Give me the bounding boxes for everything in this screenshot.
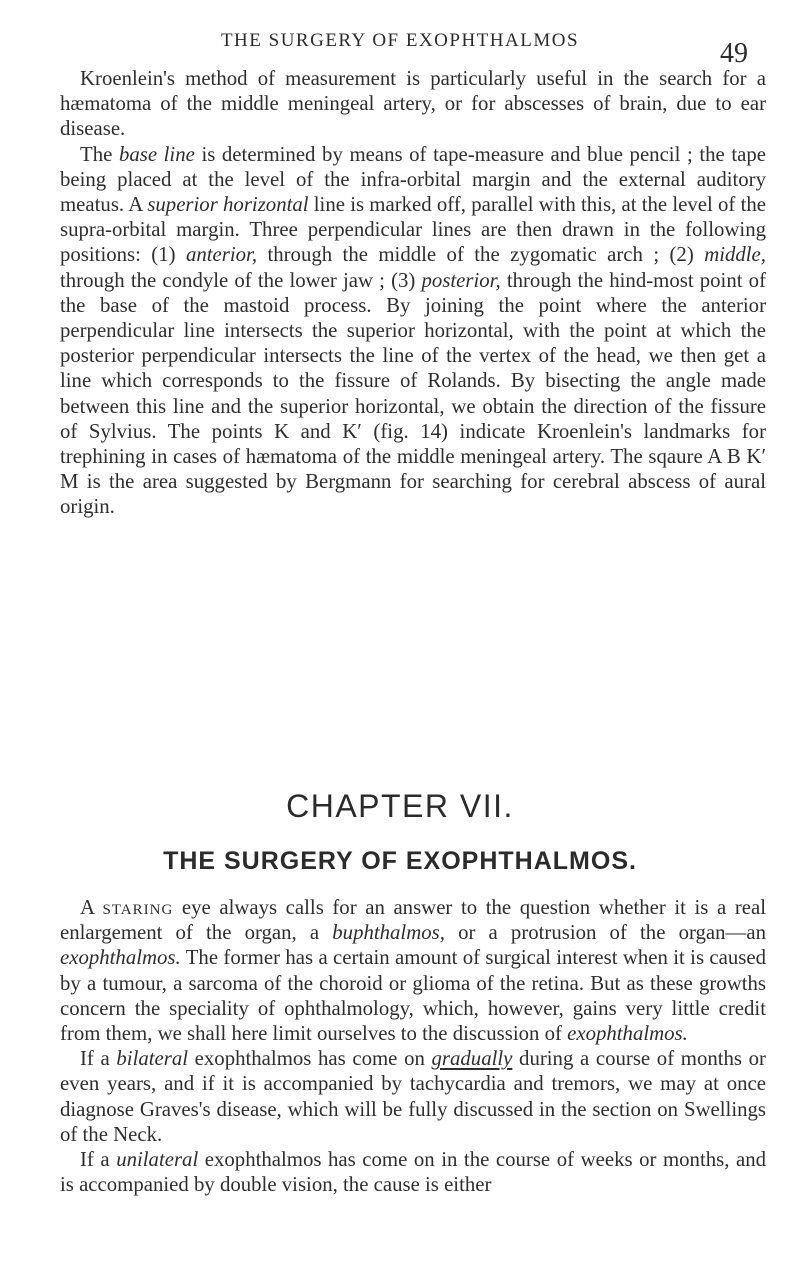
running-head: THE SURGERY OF EXOPHTHALMOS bbox=[220, 30, 580, 51]
small-caps-lead: staring bbox=[102, 896, 174, 919]
paragraph bbox=[60, 895, 766, 1046]
text-run: exophthalmos has come on bbox=[188, 1047, 432, 1071]
chapter-number: CHAPTER VII. bbox=[286, 788, 514, 824]
paragraph bbox=[60, 1046, 766, 1147]
italic-phrase: middle, bbox=[704, 243, 766, 267]
italic-phrase: superior horizontal bbox=[147, 193, 309, 217]
text-run: through the hind-most point of the base of the mastoid process. By joining the point where the anterior perpendicular line intersects the superior horizontal, with the point at which the posterior perpendicular intersects the line of the vertex of the head, we then get a line which corresponds to the fissure of Rolands. By bisecting the angle made between this line and the superior horizontal, we obtain the direction of the fissure of Sylvius. The points K and K′ (fig. 14) indicate Kroenlein's landmarks for trephining in cases of hæmatoma of the middle meningeal artery. The sqaure A B K′ M is the area suggested by Bergmann for searching for cerebral abscess of aural origin. bbox=[60, 268, 766, 519]
paragraph bbox=[60, 142, 766, 520]
italic-phrase: exophthalmos. bbox=[567, 1022, 688, 1046]
text-run: eye always calls for an answer to the question whether it is a real enlargement of the organ, a bbox=[60, 896, 766, 945]
italic-phrase: buphthalmos, bbox=[332, 921, 445, 945]
italic-phrase: base line bbox=[118, 142, 195, 166]
text-run: The former has a certain amount of surgical interest when it is caused by a tumour, a sarcoma of the choroid or glioma of the retina. But as these growths concern the speciality of ophthalmology, which, however, gains very little credit from them, we shall here limit ourselves to the discussion of bbox=[60, 946, 766, 1046]
text-run: exophthalmos has come on in the course of weeks or months, and is accompanied by double vision, the cause is either bbox=[60, 1148, 766, 1197]
paragraph bbox=[60, 66, 766, 142]
chapter-title: THE SURGERY OF EXOPHTHALMOS. bbox=[163, 847, 637, 875]
text-run: A bbox=[80, 896, 103, 919]
text-run: If a bbox=[80, 1148, 117, 1172]
italic-phrase: posterior, bbox=[421, 268, 501, 292]
text-run: or a protrusion of the organ—an bbox=[444, 921, 766, 945]
text-run: is determined by means of tape-measure and blue pencil ; the tape being placed at the level of the infra-orbital margin and the external auditory meatus. A bbox=[60, 142, 766, 217]
page-number: 49 bbox=[720, 38, 748, 69]
text-run: through the condyle of the lower jaw ; (3) bbox=[60, 268, 422, 292]
text-run: Kroenlein's method of measurement is particularly useful in the search for a hæmatoma of the middle meningeal artery, or for abscesses of brain, due to ear disease. bbox=[60, 67, 766, 141]
underlined-phrase: gradually bbox=[431, 1047, 513, 1071]
italic-phrase: bilateral bbox=[116, 1047, 189, 1071]
italic-phrase: exophthalmos. bbox=[60, 946, 181, 970]
italic-phrase: unilateral bbox=[116, 1148, 199, 1172]
text-run: If a bbox=[80, 1047, 117, 1071]
text-run: line is marked off, parallel with this, at the level of the supra-orbital margin. Three perpendicular lines are then drawn in the following positions: (1) bbox=[60, 193, 766, 267]
text-run: through the middle of the zygomatic arch ; (2) bbox=[257, 243, 705, 267]
bottom-text-block bbox=[60, 895, 766, 1197]
text-run: The bbox=[80, 142, 119, 166]
paragraph bbox=[60, 1147, 766, 1197]
text-run: during a course of months or even years, and if it is accompanied by tachycardia and tremors, we may at once diagnose Graves's disease, which will be fully discussed in the section on Swellings of the Neck. bbox=[60, 1047, 766, 1146]
top-text-block bbox=[60, 66, 766, 520]
italic-phrase: anterior, bbox=[185, 243, 258, 267]
